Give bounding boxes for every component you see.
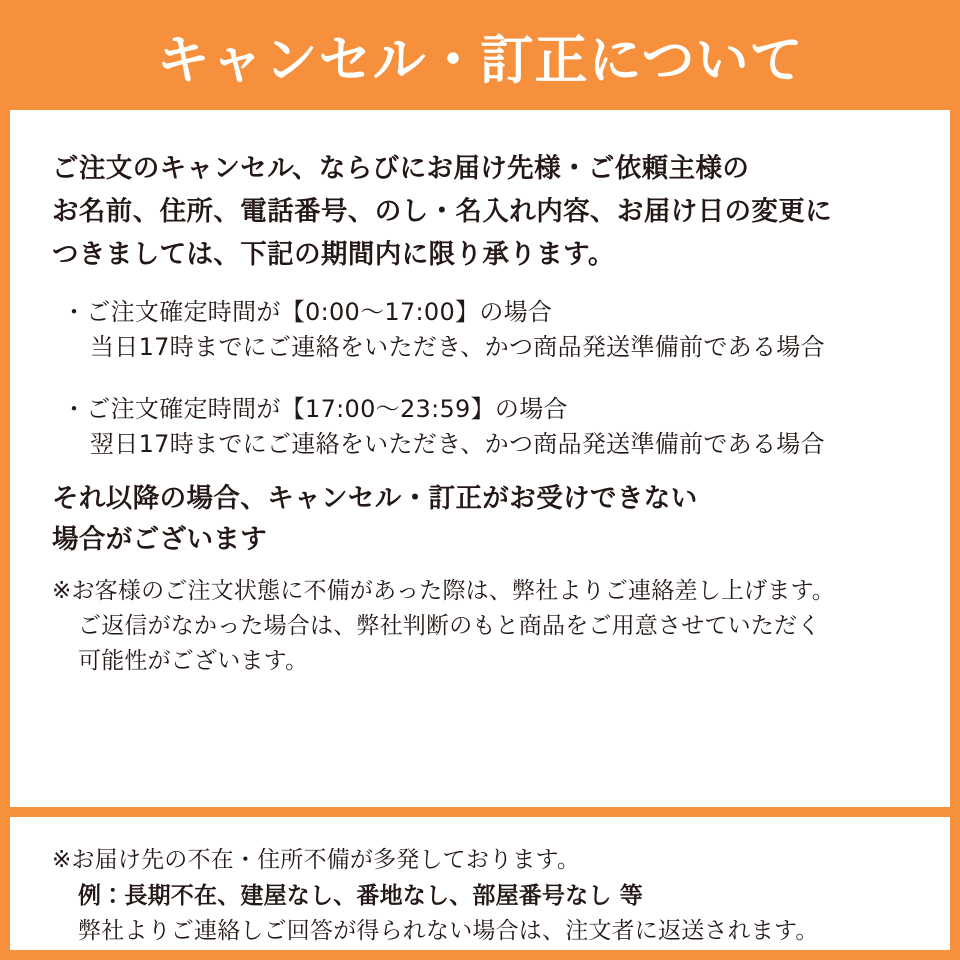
condition-title: ・ご注文確定時間が【0:00〜17:00】の場合 (62, 297, 553, 326)
condition-item (52, 392, 908, 462)
condition-title: ・ご注文確定時間が【17:00〜23:59】の場合 (62, 395, 568, 424)
note-line: ご返信がなかった場合は、弊社判断のもと商品をご用意させていただく (78, 613, 821, 640)
section-divider (10, 807, 950, 817)
lead-line: つきましては、下記の期間内に限り承ります。 (52, 238, 615, 270)
lead-paragraph (52, 148, 908, 277)
emphasis-line: それ以降の場合、キャンセル・訂正がお受けできない (52, 482, 698, 514)
emphasis-line: 場合がございます (52, 524, 268, 556)
header-band (10, 10, 950, 110)
note-line: ※お客様のご注文状態に不備があった際は、弊社よりご連絡差し上げます。 (52, 578, 836, 605)
notice-card (10, 10, 950, 950)
footer-line-example: 例：長期不在、建屋なし、番地なし、部屋番号なし 等 (78, 882, 644, 909)
emphasis-paragraph (52, 478, 908, 560)
main-content (10, 110, 950, 789)
spacer (52, 370, 908, 392)
condition-detail: 当日17時までにご連絡をいただき、かつ商品発送準備前である場合 (90, 332, 825, 361)
lead-line: ご注文のキャンセル、ならびにお届け先様・ご依頼主様の (52, 153, 750, 184)
condition-item (52, 295, 908, 365)
note-line: 可能性がございます。 (78, 647, 309, 674)
condition-detail: 翌日17時までにご連絡をいただき、かつ商品発送準備前である場合 (90, 430, 825, 459)
footer-section (10, 817, 950, 950)
footer-line-warning: ※お届け先の不在・住所不備が多発しております。 (52, 847, 581, 874)
footer-line-detail: 弊社よりご連絡しご回答が得られない場合は、注文者に返送されます。 (78, 918, 819, 945)
note-paragraph (52, 574, 908, 679)
lead-line: お名前、住所、電話番号、のし・名入れ内容、お届け日の変更に (52, 195, 833, 227)
page-title: キャンセル・訂正について (156, 29, 804, 91)
